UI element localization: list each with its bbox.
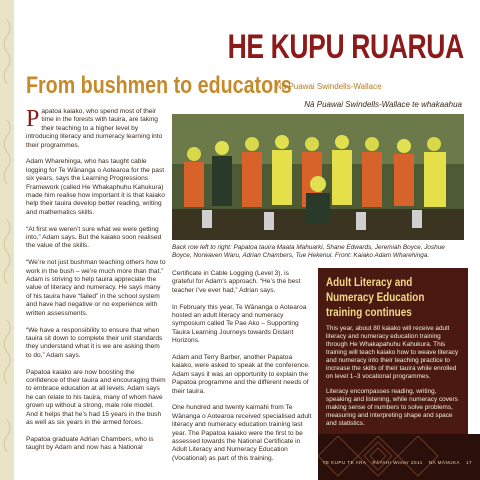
article-headline: From bushmen to educators [26,72,292,99]
photo-caption: Back row left to right: Papatoa tauira Maata Mahuarki, Shane Edwards, Jeremiah Boyce, Joshue Boyce, Norwaven Waru, Adrian Chambers, Tue Hekenui. Front: Kaiako Adam Wharehinga. [172,244,445,259]
tukutuku-pattern-icon [318,434,480,480]
footer-publication: TE KUPU TE ARA [322,460,367,465]
sidebar-box [318,268,468,434]
article-column-2 [172,270,312,472]
paragraph: Certificate in Cable Logging (Level 3), is grateful for Adam’s approach. “He’s the best teacher I’ve ever had,” Adrian says. [172,270,301,294]
footer-section: NĀ MĀNUKA [428,460,460,465]
footer-issue: RĀTAHI Winter 2011 [372,460,423,465]
photo-credit: Nā Puawai Swindells-Wallace te whakaahua [304,100,462,109]
group-photo [172,114,464,240]
paragraph: Papatoa kaiako, who spend most of their time in the forests with tauira, are taking their teaching to a higher level by introducing literacy and numeracy learning into their programmes. [26,106,163,149]
sidebar-body [326,325,460,451]
paragraph: “We’re not just bushman teaching others how to work in the bush – we’re much more than that.” Adam is striving to help tauira appreciate the value of literacy and numeracy. He says many of his tauira have “failed” in the school system and have had negative or no experience with written assessments. [26,259,166,317]
article-byline: Nā Puawai Swindells-Wallace [276,82,382,91]
paragraph: This year, about 80 kaiako will receive adult literacy and numeracy education training through He Whakapahuhu Kahukura. This training will teach kaiako how to weave literacy and numeracy into their teaching practice to increase the skills of their tauira while enrolled on level 1–3 vocational programmes. [326,325,459,380]
paragraph: “At first we weren’t sure what we were getting into,” Adam says. But the kaiako soon realised the value of the skills. [26,225,162,250]
paragraph: Adam Wharehinga, who has taught cable logging for Te Wānanga o Aotearoa for the past six years, says the Learning Progressions Framework (called He Whakaphuhu Kahukura) made him realise how important it is that kaiako help their tauira develop better reading, writing and mathematics skills. [26,158,165,216]
section-title: HE KUPU RUARUA [227,28,464,66]
paragraph: In February this year, Te Wānanga o Aotearoa hosted an adult literacy and numeracy symposium called Te Pae Ako – Supporting Tauira Learning Journeys towards Distant Horizons. [172,303,307,345]
paragraph: “We have a responsibility to ensure that when tauira sit down to complete their unit standards they understand what it is we are asking them to do,” Adam says. [26,326,163,359]
page-number: 17 [465,460,472,465]
decorative-side-border [0,0,14,480]
forestry-crew-image [172,114,464,240]
paragraph: Papatoa graduate Adrian Chambers, who is taught by Adam and now has a National [26,435,154,452]
footer-text [318,460,472,465]
koru-pattern-icon [0,0,14,480]
paragraph: Papatoa kaiako are now boosting the confidence of their tauira and encouraging them to embrace education at all levels. Adam says he can relate to his tauira, many of whom have grown up without a strong, male role model. And it helps that he’s had 15 years in the bush as well as six years in the armed forces. [26,368,166,426]
paragraph: One hundred and twenty kaimahi from Te Wānanga o Aotearoa received specialised adult literacy and numeracy education training last year. The Papatoa kaiako were the first to be assessed towards the National Certificate in Adult Literacy and Numeracy Education (Vocational) as part of this training. [172,404,312,462]
paragraph: Literacy encompasses reading, writing, speaking and listening, while numeracy covers making sense of numbers to solve problems, measuring and interpreting shape and space and statistics. [326,388,458,427]
paragraph: Adam and Terry Barber, another Papatoa kaiako, were asked to speak at the conference. Adam says it was an opportunity to explain the Papatoa programme and the different needs of their tauira. [172,354,310,395]
article-column-1 [26,108,166,461]
sidebar-title: Adult Literacy and Numeracy Education training continues [326,277,425,319]
page-footer [318,434,480,480]
drop-cap: P [26,106,40,132]
